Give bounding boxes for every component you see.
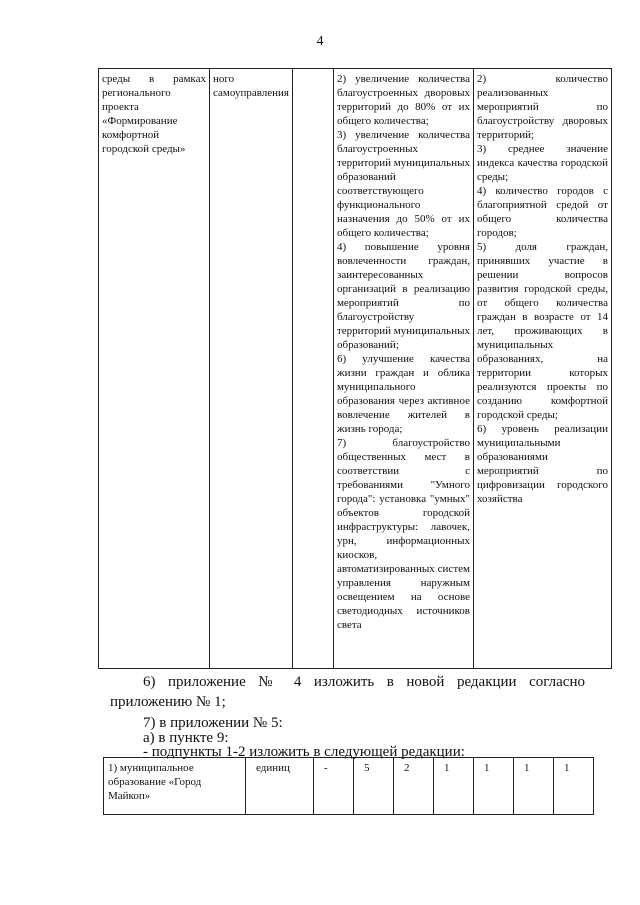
cell-paragraph: 6) уровень реализации муниципальными образованиями мероприятий по цифровизации городского хозяйства bbox=[476, 423, 608, 505]
cell-paragraph: 3) увеличение количества благоустроенных территорий муниципальных образований соответствующего функционального назначения до 50% от их общего количества; bbox=[336, 129, 470, 239]
targets-cell bbox=[473, 69, 611, 669]
cell-paragraph: 2) увеличение количества благоустроенных дворовых территорий до 80% от их общего количества; bbox=[336, 73, 470, 127]
value-cell: 5 bbox=[354, 758, 394, 815]
page-number: 4 bbox=[316, 34, 324, 49]
paragraph-a: а) в пункте 9: bbox=[143, 730, 229, 746]
indicators-table bbox=[98, 68, 612, 669]
cell-paragraph: 4) повышение уровня вовлеченности граждан, заинтересованных организаций в реализацию мероприятий по благоустройству территорий муниципальных образований; bbox=[336, 241, 470, 351]
values-table bbox=[103, 757, 594, 815]
tasks-cell bbox=[333, 69, 473, 669]
table-row bbox=[104, 758, 594, 815]
cell-paragraph: 2) количество реализованных мероприятий по благоустройству дворовых территорий; bbox=[476, 73, 608, 141]
responsible-cell bbox=[210, 69, 293, 669]
project-name-cell bbox=[99, 69, 210, 669]
value-cell: 1 bbox=[554, 758, 594, 815]
value-cell: 1 bbox=[474, 758, 514, 815]
unit-cell: единиц bbox=[246, 758, 314, 815]
cell-paragraph: 5) доля граждан, принявших участие в решении вопросов развития городской среды, от общего количества граждан в возрасте от 14 лет, проживающих в муниципальных образованиях, на территории которых реализуются проекты по созданию комфортной городской среды; bbox=[476, 241, 608, 421]
table-row bbox=[99, 69, 612, 669]
cell-paragraph: 6) улучшение качества жизни граждан и облика муниципального образования через активное вовлечение жителей в жизнь города; bbox=[336, 353, 470, 435]
cell-paragraph: ного самоуправления bbox=[213, 73, 289, 99]
municipality-name-cell: 1) муниципальное образование «Город Майкоп» bbox=[104, 758, 246, 815]
cell-paragraph: 3) среднее значение индекса качества городской среды; bbox=[476, 143, 608, 183]
value-cell: 1 bbox=[434, 758, 474, 815]
value-cell: 1 bbox=[514, 758, 554, 815]
cell-paragraph: среды в рамках регионального проекта «Формирование комфортной городской среды» bbox=[102, 73, 206, 155]
value-cell: - bbox=[314, 758, 354, 815]
paragraph-7: 7) в приложении № 5: bbox=[143, 715, 283, 731]
cell-paragraph: 4) количество городов с благоприятной средой от общего количества городов; bbox=[476, 185, 608, 239]
paragraph-dash: - подпункты 1-2 изложить в следующей редакции: bbox=[143, 744, 465, 760]
cell-paragraph: 7) благоустройство общественных мест в соответствии с требованиями "Умного города": установка "умных" объектов городской инфраструктуры: лавочек, урн, информационных киосков, автоматизированных систем управления наружным освещением на основе светодиодных источников света bbox=[336, 437, 470, 631]
paragraph-6: 6) приложение № 4 изложить в новой редакции согласно приложению № 1; bbox=[110, 674, 585, 710]
value-cell: 2 bbox=[394, 758, 434, 815]
empty-cell bbox=[292, 69, 333, 669]
